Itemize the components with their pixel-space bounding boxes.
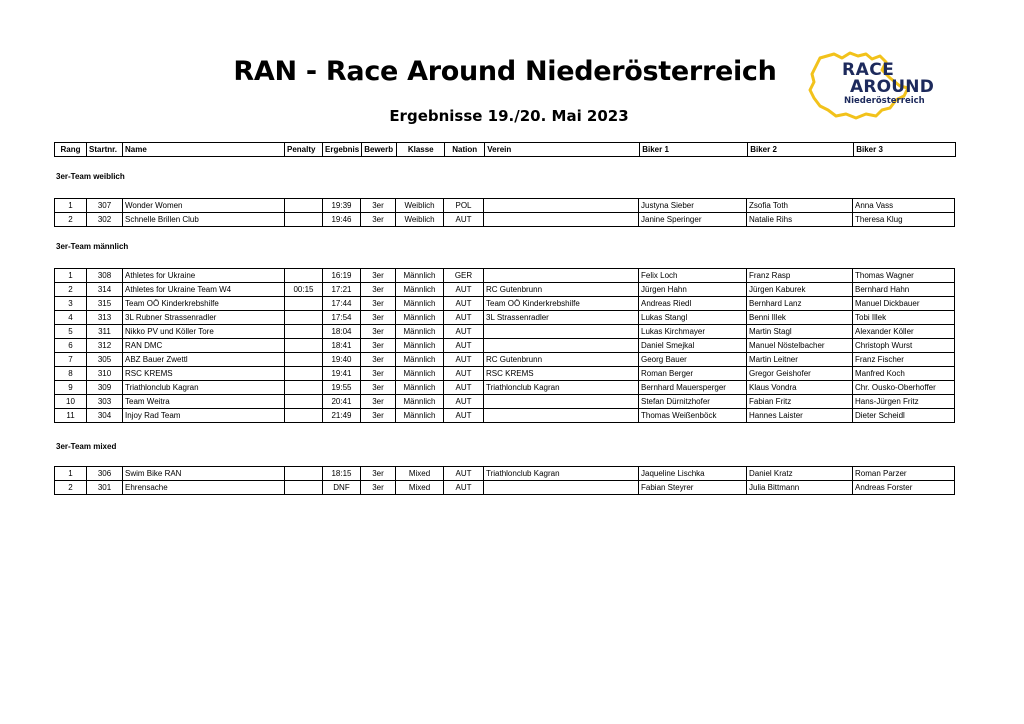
cell-biker-1: Justyna Sieber [639,199,747,213]
cell-biker-3: Chr. Ousko-Oberhoffer [853,381,955,395]
cell-ergebnis: 19:41 [323,367,361,381]
cell-biker-2: Bernhard Lanz [747,297,853,311]
cell-verein: Triathlonclub Kagran [484,467,639,481]
results-table-maennlich [54,268,955,423]
cell-biker-2: Hannes Laister [747,409,853,423]
logo-line-region: Niederösterreich [844,96,925,106]
cell-biker-2: Fabian Fritz [747,395,853,409]
column-header-row [55,143,956,157]
cell-nation: POL [444,199,484,213]
cell-nation: AUT [444,353,484,367]
cell-startnr: 314 [87,283,123,297]
cell-klasse: Männlich [396,339,444,353]
cell-name: Swim Bike RAN [123,467,285,481]
cell-verein [484,325,639,339]
cell-rang: 9 [55,381,87,395]
cell-ergebnis: 17:21 [323,283,361,297]
cell-startnr: 304 [87,409,123,423]
cell-klasse: Männlich [396,297,444,311]
cell-biker-1: Georg Bauer [639,353,747,367]
cell-biker-3: Alexander Köller [853,325,955,339]
cell-ergebnis: 18:04 [323,325,361,339]
section-title-mixed: 3er-Team mixed [56,442,117,451]
cell-name: RSC KREMS [123,367,285,381]
cell-name: ABZ Bauer Zwettl [123,353,285,367]
table-row [55,409,955,423]
cell-bewerb: 3er [361,269,396,283]
cell-name: Team OÖ Kinderkrebshilfe [123,297,285,311]
cell-biker-2: Natalie Rihs [747,213,853,227]
cell-biker-2: Daniel Kratz [747,467,853,481]
cell-biker-1: Andreas Riedl [639,297,747,311]
cell-penalty [285,339,323,353]
cell-verein: RC Gutenbrunn [484,353,639,367]
cell-klasse: Männlich [396,269,444,283]
cell-startnr: 315 [87,297,123,311]
cell-penalty [285,381,323,395]
cell-startnr: 308 [87,269,123,283]
cell-biker-2: Franz Rasp [747,269,853,283]
cell-rang: 1 [55,467,87,481]
cell-name: Athletes for Ukraine [123,269,285,283]
cell-klasse: Männlich [396,353,444,367]
cell-biker-2: Benni Illek [747,311,853,325]
cell-rang: 5 [55,325,87,339]
cell-biker-2: Julia Bittmann [747,481,853,495]
cell-name: Team Weitra [123,395,285,409]
cell-biker-2: Jürgen Kaburek [747,283,853,297]
cell-startnr: 303 [87,395,123,409]
table-row [55,199,955,213]
cell-startnr: 302 [87,213,123,227]
cell-verein [484,199,639,213]
cell-nation: AUT [444,213,484,227]
cell-nation: AUT [444,367,484,381]
cell-klasse: Mixed [396,481,444,495]
page-title: RAN - Race Around Niederösterreich [233,56,777,87]
cell-verein [484,395,639,409]
cell-biker-3: Anna Vass [853,199,955,213]
cell-biker-1: Lukas Stangl [639,311,747,325]
table-row [55,213,955,227]
table-row [55,381,955,395]
cell-biker-1: Jaqueline Lischka [639,467,747,481]
cell-penalty [285,353,323,367]
cell-bewerb: 3er [361,283,396,297]
cell-klasse: Weiblich [396,199,444,213]
cell-name: Nikko PV und Köller Tore [123,325,285,339]
cell-startnr: 311 [87,325,123,339]
cell-rang: 11 [55,409,87,423]
cell-klasse: Männlich [396,283,444,297]
cell-ergebnis: 19:46 [323,213,361,227]
results-header-table [54,142,956,157]
cell-startnr: 310 [87,367,123,381]
cell-biker-3: Dieter Scheidl [853,409,955,423]
cell-startnr: 312 [87,339,123,353]
cell-biker-2: Martin Stagl [747,325,853,339]
col-rang: Rang [55,143,87,157]
cell-rang: 1 [55,269,87,283]
col-ergebnis: Ergebnis [323,143,362,157]
cell-penalty [285,213,323,227]
cell-rang: 7 [55,353,87,367]
cell-startnr: 305 [87,353,123,367]
cell-ergebnis: 19:39 [323,199,361,213]
col-biker-3: Biker 3 [854,143,956,157]
cell-biker-3: Hans-Jürgen Fritz [853,395,955,409]
table-row [55,481,955,495]
cell-verein [484,213,639,227]
cell-bewerb: 3er [361,353,396,367]
col-verein: Verein [485,143,640,157]
cell-ergebnis: 17:54 [323,311,361,325]
cell-rang: 1 [55,199,87,213]
cell-name: Wonder Women [123,199,285,213]
cell-rang: 2 [55,283,87,297]
cell-name: Ehrensache [123,481,285,495]
cell-biker-3: Thomas Wagner [853,269,955,283]
cell-verein: Team OÖ Kinderkrebshilfe [484,297,639,311]
cell-penalty [285,481,323,495]
cell-biker-3: Theresa Klug [853,213,955,227]
col-penalty: Penalty [285,143,323,157]
cell-penalty: 00:15 [285,283,323,297]
cell-bewerb: 3er [361,297,396,311]
cell-biker-1: Fabian Steyrer [639,481,747,495]
cell-klasse: Mixed [396,467,444,481]
cell-rang: 2 [55,213,87,227]
cell-penalty [285,199,323,213]
table-row [55,325,955,339]
results-table-weiblich [54,198,955,227]
cell-rang: 2 [55,481,87,495]
cell-bewerb: 3er [361,481,396,495]
cell-rang: 10 [55,395,87,409]
col-nation: Nation [445,143,485,157]
cell-bewerb: 3er [361,325,396,339]
cell-name: Athletes for Ukraine Team W4 [123,283,285,297]
race-around-logo [806,50,935,122]
cell-ergebnis: 21:49 [323,409,361,423]
col-startnr: Startnr. [87,143,123,157]
cell-penalty [285,467,323,481]
cell-nation: AUT [444,395,484,409]
col-name: Name [123,143,285,157]
cell-verein: RSC KREMS [484,367,639,381]
cell-biker-1: Bernhard Mauersperger [639,381,747,395]
cell-nation: AUT [444,325,484,339]
cell-klasse: Männlich [396,381,444,395]
cell-penalty [285,395,323,409]
cell-nation: AUT [444,297,484,311]
cell-biker-3: Manfred Koch [853,367,955,381]
cell-biker-1: Daniel Smejkal [639,339,747,353]
cell-biker-1: Thomas Weißenböck [639,409,747,423]
cell-nation: AUT [444,339,484,353]
cell-penalty [285,311,323,325]
cell-ergebnis: 20:41 [323,395,361,409]
cell-verein [484,481,639,495]
page-subtitle: Ergebnisse 19./20. Mai 2023 [389,107,629,125]
cell-verein [484,339,639,353]
cell-name: Triathlonclub Kagran [123,381,285,395]
cell-nation: AUT [444,409,484,423]
cell-nation: AUT [444,381,484,395]
cell-rang: 8 [55,367,87,381]
table-row [55,339,955,353]
logo-line-race: RACE [842,60,895,80]
cell-bewerb: 3er [361,381,396,395]
cell-biker-2: Klaus Vondra [747,381,853,395]
col-klasse: Klasse [397,143,445,157]
cell-biker-1: Stefan Dürnitzhofer [639,395,747,409]
cell-bewerb: 3er [361,367,396,381]
cell-penalty [285,297,323,311]
table-row [55,269,955,283]
cell-rang: 3 [55,297,87,311]
table-row [55,283,955,297]
cell-biker-3: Andreas Forster [853,481,955,495]
table-row [55,353,955,367]
cell-verein [484,409,639,423]
cell-startnr: 309 [87,381,123,395]
table-row [55,297,955,311]
logo-line-around: AROUND [850,77,935,97]
cell-biker-1: Roman Berger [639,367,747,381]
cell-penalty [285,325,323,339]
col-biker-1: Biker 1 [640,143,748,157]
cell-biker-2: Gregor Geishofer [747,367,853,381]
cell-nation: AUT [444,467,484,481]
section-title-weiblich: 3er-Team weiblich [56,172,125,181]
cell-ergebnis: 18:15 [323,467,361,481]
cell-ergebnis: 19:40 [323,353,361,367]
cell-startnr: 313 [87,311,123,325]
cell-klasse: Männlich [396,325,444,339]
cell-biker-1: Felix Loch [639,269,747,283]
cell-biker-3: Manuel Dickbauer [853,297,955,311]
cell-verein: Triathlonclub Kagran [484,381,639,395]
cell-nation: AUT [444,283,484,297]
cell-ergebnis: DNF [323,481,361,495]
cell-startnr: 306 [87,467,123,481]
cell-ergebnis: 17:44 [323,297,361,311]
cell-penalty [285,367,323,381]
cell-biker-1: Lukas Kirchmayer [639,325,747,339]
col-bewerb: Bewerb [362,143,397,157]
cell-biker-3: Tobi Illek [853,311,955,325]
cell-biker-2: Martin Leitner [747,353,853,367]
cell-bewerb: 3er [361,467,396,481]
cell-name: Schnelle Brillen Club [123,213,285,227]
cell-klasse: Männlich [396,409,444,423]
cell-penalty [285,409,323,423]
cell-ergebnis: 19:55 [323,381,361,395]
cell-biker-2: Zsofia Toth [747,199,853,213]
cell-rang: 4 [55,311,87,325]
cell-ergebnis: 16:19 [323,269,361,283]
cell-verein [484,269,639,283]
cell-biker-1: Jürgen Hahn [639,283,747,297]
results-table-mixed [54,466,955,495]
cell-ergebnis: 18:41 [323,339,361,353]
cell-name: RAN DMC [123,339,285,353]
cell-startnr: 307 [87,199,123,213]
cell-bewerb: 3er [361,213,396,227]
table-row [55,311,955,325]
cell-klasse: Weiblich [396,213,444,227]
section-title-maennlich: 3er-Team männlich [56,242,129,251]
cell-startnr: 301 [87,481,123,495]
cell-nation: GER [444,269,484,283]
cell-verein: 3L Strassenradler [484,311,639,325]
table-row [55,467,955,481]
table-row [55,395,955,409]
cell-biker-3: Christoph Wurst [853,339,955,353]
cell-klasse: Männlich [396,367,444,381]
cell-bewerb: 3er [361,409,396,423]
cell-klasse: Männlich [396,311,444,325]
cell-biker-2: Manuel Nöstelbacher [747,339,853,353]
cell-nation: AUT [444,311,484,325]
cell-biker-3: Bernhard Hahn [853,283,955,297]
table-row [55,367,955,381]
cell-nation: AUT [444,481,484,495]
cell-bewerb: 3er [361,395,396,409]
cell-biker-3: Franz Fischer [853,353,955,367]
cell-name: Injoy Rad Team [123,409,285,423]
cell-bewerb: 3er [361,199,396,213]
cell-klasse: Männlich [396,395,444,409]
cell-biker-3: Roman Parzer [853,467,955,481]
col-biker-2: Biker 2 [748,143,854,157]
cell-verein: RC Gutenbrunn [484,283,639,297]
cell-name: 3L Rubner Strassenradler [123,311,285,325]
cell-biker-1: Janine Speringer [639,213,747,227]
cell-rang: 6 [55,339,87,353]
cell-bewerb: 3er [361,311,396,325]
cell-penalty [285,269,323,283]
cell-bewerb: 3er [361,339,396,353]
